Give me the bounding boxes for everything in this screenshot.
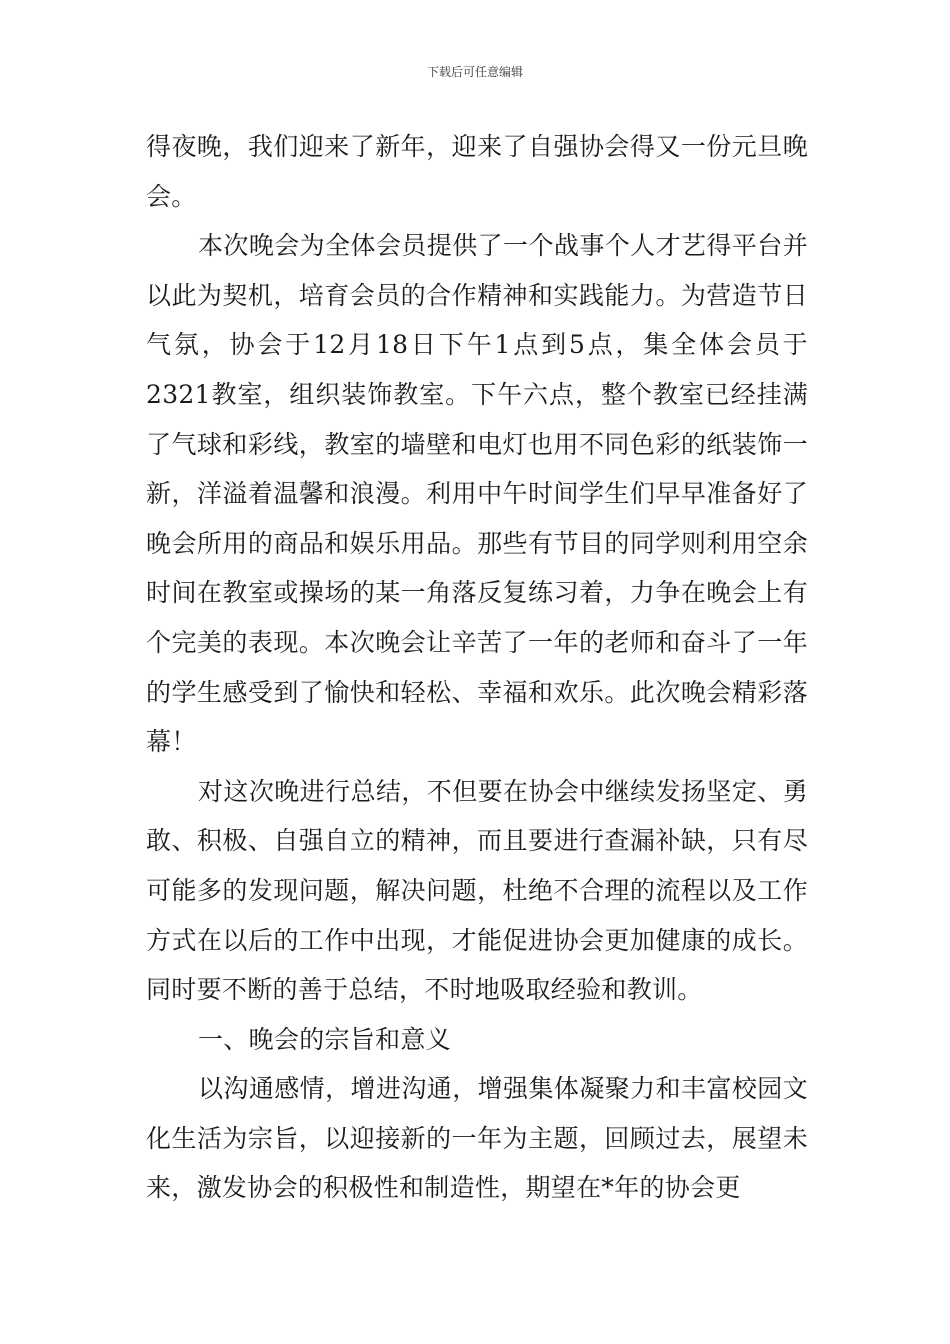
paragraph-purpose: 以沟通感情，增进沟通，增强集体凝聚力和丰富校园文化生活为宗旨，以迎接新的一年为主题，回顾过去，展望未来，激发协会的积极性和制造性，期望在*年的协会更 xyxy=(146,1074,808,1203)
document-body xyxy=(146,122,808,1213)
paragraph-continuation: 得夜晚，我们迎来了新年，迎来了自强协会得又一份元旦晚会。 xyxy=(146,132,808,211)
paragraph-summary: 对这次晚进行总结，不但要在协会中继续发扬坚定、勇敢、积极、自强自立的精神，而且要进行查漏补缺，只有尽可能多的发现问题，解决问题，杜绝不合理的流程以及工作方式在以后的工作中出现，才能促进协会更加健康的成长。同时要不断的善于总结，不时地吸取经验和教训。 xyxy=(146,776,808,1005)
paragraph-event-description: 本次晚会为全体会员提供了一个战事个人才艺得平台并以此为契机，培育会员的合作精神和实践能力。为营造节日气氛，协会于12月18日下午1点到5点，集全体会员于2321教室，组织装饰教室。下午六点，整个教室已经挂满了气球和彩线，教室的墙壁和电灯也用不同色彩的纸装饰一新，洋溢着温馨和浪漫。利用中午时间学生们早早准备好了晚会所用的商品和娱乐用品。那些有节目的同学则利用空余时间在教室或操场的某一角落反复练习着，力争在晚会上有个完美的表现。本次晚会让辛苦了一年的老师和奋斗了一年的学生感受到了愉快和轻松、幸福和欢乐。此次晚会精彩落幕！ xyxy=(146,231,808,757)
header-note: 下载后可任意编辑 xyxy=(426,65,523,79)
section-heading: 一、晚会的宗旨和意义 xyxy=(198,1024,452,1054)
